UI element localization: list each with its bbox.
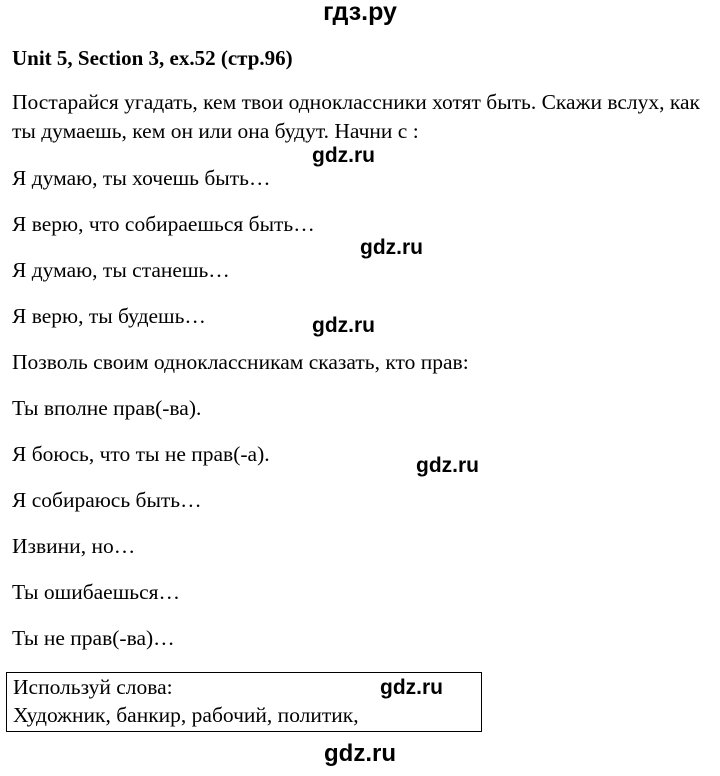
exercise-instructions: Постарайся угадать, кем твои одноклассники хотят быть. Скажи вслух, как ты думаешь, кем он или она будут. Начни с :	[12, 90, 700, 143]
word-box-words: Художник, банкир, рабочий, политик,	[13, 703, 359, 727]
word-box-label: Используй слова:	[13, 675, 173, 699]
watermark-bottom: gdz.ru	[324, 740, 396, 767]
phrase-line: Ты не прав(-ва)…	[12, 626, 175, 650]
phrase-line: Я думаю, ты хочешь быть…	[12, 166, 271, 190]
phrase-line: Я думаю, ты станешь…	[12, 258, 230, 282]
phrase-line: Ты вполне прав(-ва).	[12, 396, 202, 420]
phrase-line: Я верю, что собираешься быть…	[12, 212, 315, 236]
instruction-line: Позволь своим одноклассникам сказать, кто прав:	[12, 350, 469, 374]
watermark-inline: gdz.ru	[416, 454, 479, 477]
exercise-heading: Unit 5, Section 3, ex.52 (стр.96)	[12, 46, 293, 70]
watermark-inline: gdz.ru	[312, 314, 375, 337]
watermark-top: гдз.ру	[323, 0, 397, 26]
phrase-line: Извини, но…	[12, 534, 136, 558]
phrase-line: Я собираюсь быть…	[12, 488, 202, 512]
phrase-line: Я верю, ты будешь…	[12, 304, 206, 328]
phrase-line: Я боюсь, что ты не прав(-а).	[12, 442, 270, 466]
watermark-inline: gdz.ru	[380, 676, 443, 699]
watermark-inline: gdz.ru	[312, 144, 375, 167]
phrase-line: Ты ошибаешься…	[12, 580, 181, 604]
watermark-inline: gdz.ru	[360, 236, 423, 259]
